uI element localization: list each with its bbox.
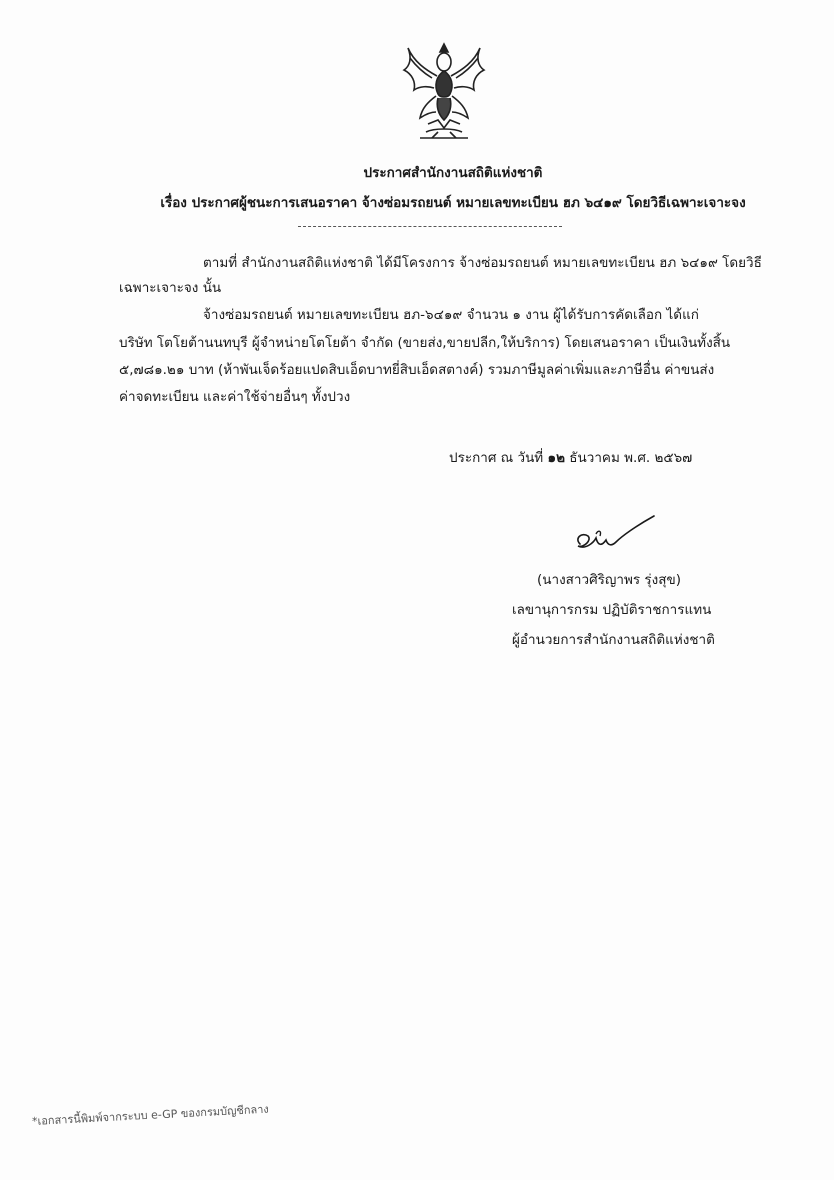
title-divider — [298, 226, 562, 227]
body-line: ๕,๗๘๑.๒๑ บาท (ห้าพันเจ็ดร้อยแปดสิบเอ็ดบาทยี่สิบเอ็ดสตางค์) รวมภาษีมูลค่าเพิ่มและภาษีอื่น ค่าขนส่ง — [119, 362, 715, 378]
egp-footer-note: *เอกสารนี้พิมพ์จากระบบ e-GP ของกรมบัญชีกลาง — [31, 1102, 270, 1128]
signatory-name: (นางสาวศิริญาพร รุ่งสุข) — [537, 572, 681, 588]
signatory-position: เลขานุการกรม ปฏิบัติราชการแทน — [512, 602, 712, 618]
date-month-year: ธันวาคม พ.ศ. ๒๕๖๗ — [569, 450, 693, 466]
body-line: ตามที่ สำนักงานสถิติแห่งชาติ ได้มีโครงการ จ้างซ่อมรถยนต์ หมายเลขทะเบียน ฮภ ๖๔๑๙ โดยวิธี — [203, 255, 762, 271]
announcement-date — [449, 446, 692, 468]
garuda-emblem — [398, 40, 490, 144]
body-line: บริษัท โตโยต้านนทบุรี ผู้จำหน่ายโตโยต้า จำกัด (ขายส่ง,ขายปลีก,ให้บริการ) โดยเสนอราคา เป็นเงินทั้งสิ้น — [119, 335, 731, 351]
date-prefix: ประกาศ ณ วันที่ — [449, 450, 544, 466]
announcement-title: ประกาศสำนักงานสถิติแห่งชาติ — [363, 165, 543, 181]
date-day: ๑๒ — [547, 450, 565, 466]
body-line: ค่าจดทะเบียน และค่าใช้จ่ายอื่นๆ ทั้งปวง — [119, 389, 351, 405]
body-line: เฉพาะเจาะจง นั้น — [119, 280, 222, 296]
announcement-subject: เรื่อง ประกาศผู้ชนะการเสนอราคา จ้างซ่อมรถยนต์ หมายเลขทะเบียน ฮภ ๖๔๑๙ โดยวิธีเฉพาะเจาะจง — [160, 195, 746, 211]
body-line: จ้างซ่อมรถยนต์ หมายเลขทะเบียน ฮภ-๖๔๑๙ จำนวน ๑ งาน ผู้ได้รับการคัดเลือก ได้แก่ — [203, 307, 699, 323]
handwritten-signature — [560, 512, 660, 562]
signatory-position: ผู้อำนวยการสำนักงานสถิติแห่งชาติ — [512, 632, 715, 648]
